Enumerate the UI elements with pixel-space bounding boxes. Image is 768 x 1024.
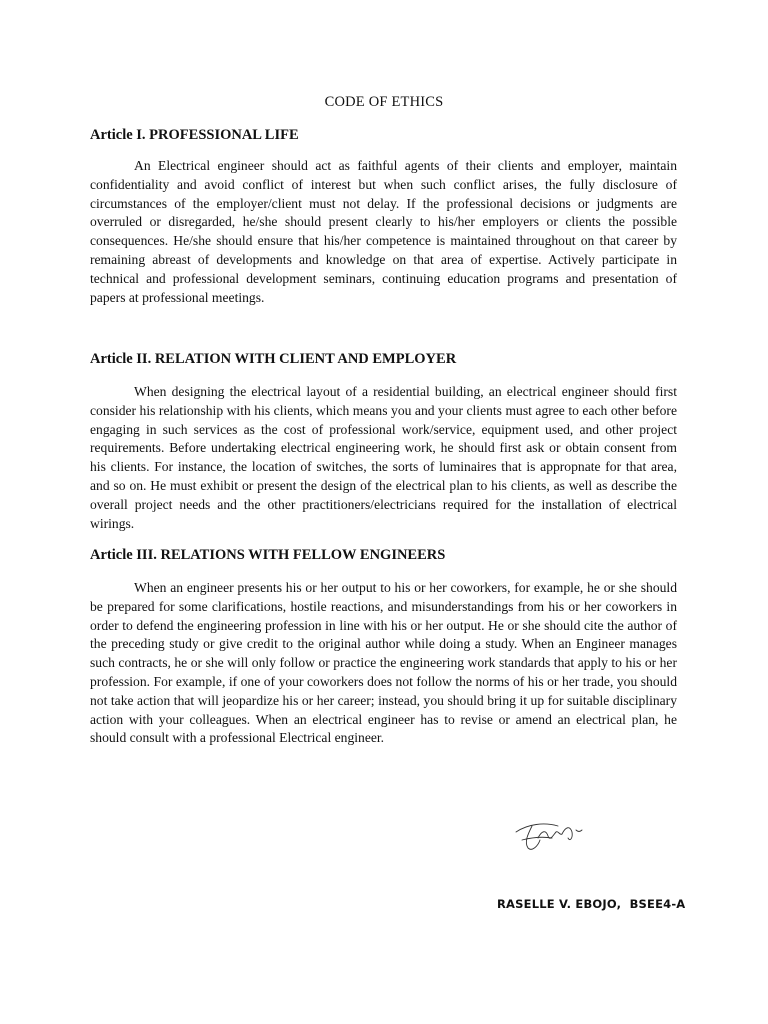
signature-icon	[510, 812, 590, 860]
article-3-heading: Article III. RELATIONS WITH FELLOW ENGINEERS	[90, 547, 446, 563]
article-2-heading: Article II. RELATION WITH CLIENT AND EMPLOYER	[90, 351, 457, 367]
author-signature-line: RASELLE V. EBOJO, BSEE4-A	[497, 897, 686, 911]
article-3-paragraph: When an engineer presents his or her output to his or her coworkers, for example, he or she should be prepared for some clarifications, hostile reactions, and misunderstandings from his or her coworkers in order to defend the engineering profession in line with his or her output. He or she should cite the author of the preceding study or give credit to the original author while doing a study. When an Engineer manages such contracts, he or she will only follow or practice the engineering work standards that apply to his or her profession. For example, if one of your coworkers does not follow the norms of his or her trade, you should not take action that will jeopardize his or her career; instead, you should bring it up for suitable disciplinary action with your colleagues. When an electrical engineer has to revise or amend an electrical plan, he should consult with a professional Electrical engineer.	[90, 580, 677, 746]
document-title: CODE OF ETHICS	[324, 94, 444, 110]
article-2-paragraph: When designing the electrical layout of a residential building, an electrical engineer should first consider his relationship with his clients, which means you and your clients must agree to each other before engaging in such services as the cost of professional work/service, equipment used, and other project requirements. Before undertaking electrical engineering work, he should first ask or obtain consent from his clients. For instance, the location of switches, the sorts of luminaires that is appropnate for that area, and so on. He must exhibit or present the design of the electrical plan to his clients, as well as describe the overall project needs and the other practitioners/electricians required for the installation of electrical wirings.	[90, 384, 677, 531]
article-1-paragraph: An Electrical engineer should act as faithful agents of their clients and employer, maintain confidentiality and avoid conflict of interest but when such conflict arises, the fully disclosure of circumstances of the employer/client must not delay. If the professional decisions or judgments are overruled or disregarded, he/she should present clearly to his/her employers or clients the possible consequences. He/she should ensure that his/her competence is maintained throughout on that career by remaining abreast of developments and knowledge on that area of expertise. Actively participate in technical and professional development seminars, continuing education programs and presentation of papers at professional meetings.	[90, 158, 677, 305]
article-1-heading: Article I. PROFESSIONAL LIFE	[90, 127, 299, 143]
